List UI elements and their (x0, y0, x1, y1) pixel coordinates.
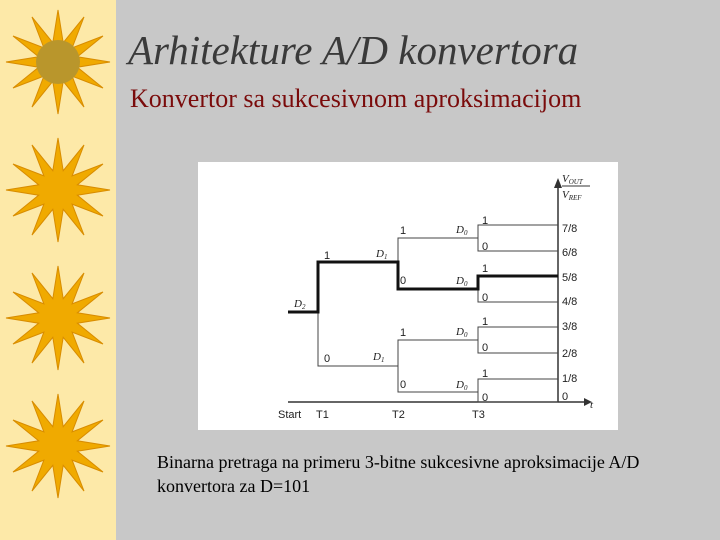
binary-search-figure (198, 162, 618, 430)
node-d0-d: D0 (456, 379, 468, 392)
leaf-7 (478, 225, 558, 238)
bit-d0d-one: 1 (482, 368, 489, 380)
node-d1-lower: D1 (373, 351, 385, 364)
leaf-6 (478, 238, 558, 251)
y-axis-arrow (554, 178, 562, 188)
bit-d2-one: 1 (324, 250, 331, 262)
bit-d0a-one: 1 (482, 215, 489, 227)
sun-core (36, 40, 80, 84)
bit-d0c-one: 1 (482, 316, 489, 328)
level-label: 5/8 (562, 272, 578, 284)
bit-d1u-zero: 0 (400, 275, 407, 287)
vout-label: VOUT (562, 173, 583, 186)
bit-d0b-zero: 0 (482, 292, 489, 304)
sun-core (40, 300, 76, 336)
leaf-2 (478, 340, 558, 353)
edge-d1l-1 (398, 340, 478, 366)
level-label: 4/8 (562, 296, 578, 308)
bit-labels (324, 215, 488, 404)
x-start-label: Start (278, 409, 302, 421)
x-t1-label: T1 (316, 409, 329, 421)
bit-d1u-one: 1 (400, 225, 407, 237)
sar-tree-diagram (198, 162, 618, 430)
bit-d0a-zero: 0 (482, 241, 489, 253)
bit-d2-zero: 0 (324, 353, 331, 365)
x-t2-label: T2 (392, 409, 405, 421)
leaf-1 (478, 379, 558, 392)
node-d0-b: D0 (456, 275, 468, 288)
path-d-101 (288, 262, 558, 312)
sun-decorations (0, 0, 116, 540)
sun-core (40, 428, 76, 464)
vref-label: VREF (562, 189, 582, 202)
node-d0-a: D0 (456, 224, 468, 237)
level-label: 0 (562, 391, 569, 403)
bit-d1l-one: 1 (400, 327, 407, 339)
edge-d1u-1 (398, 238, 478, 262)
leaf-0 (478, 392, 558, 402)
node-d2: D2 (294, 298, 306, 311)
x-t-label: t (590, 399, 594, 411)
level-label: 2/8 (562, 348, 578, 360)
bit-d1l-zero: 0 (400, 379, 407, 391)
tree-edges (318, 225, 558, 402)
slide-title: Arhitekture A/D konvertora (128, 27, 579, 73)
level-label: 1/8 (562, 373, 578, 385)
node-d1-upper: D1 (376, 248, 388, 261)
level-label: 7/8 (562, 223, 578, 235)
figure-caption: Binarna pretraga na primeru 3-bitne sukcesivne aproksimacije A/D konvertora za D=101 (157, 452, 640, 496)
node-d0-c: D0 (456, 326, 468, 339)
leaf-3 (478, 327, 558, 340)
bit-d0b-one: 1 (482, 263, 489, 275)
bit-d0c-zero: 0 (482, 342, 489, 354)
level-label: 6/8 (562, 247, 578, 259)
leaf-5 (478, 276, 558, 289)
bit-d0d-zero: 0 (482, 392, 489, 404)
x-t3-label: T3 (472, 409, 485, 421)
level-labels (562, 223, 577, 403)
edge-d2-1 (318, 262, 398, 312)
slide-subtitle: Konvertor sa sukcesivnom aproksimacijom (130, 84, 582, 113)
level-label: 3/8 (562, 321, 578, 333)
sun-core (40, 172, 76, 208)
leaf-4 (478, 289, 558, 302)
